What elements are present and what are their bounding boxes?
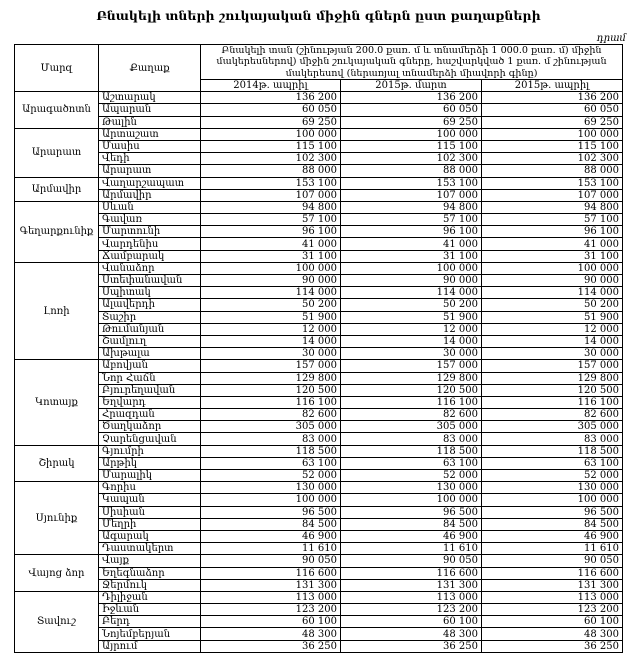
price-cell: 12 000 [341, 323, 482, 335]
price-cell: 41 000 [201, 238, 341, 250]
price-cell: 60 100 [341, 616, 482, 628]
price-cell: 130 000 [201, 482, 341, 494]
price-cell: 100 000 [201, 494, 341, 506]
table-row [15, 153, 623, 165]
city-cell: Սպիտակ [99, 287, 201, 299]
price-cell: 11 610 [482, 543, 623, 555]
city-cell: Ծաղկաձոր [99, 421, 201, 433]
marz-cell: Լոռի [15, 262, 99, 360]
city-cell: Բյուրեղավան [99, 384, 201, 396]
price-cell: 46 900 [482, 530, 623, 542]
price-cell: 88 000 [482, 165, 623, 177]
table-row [15, 165, 623, 177]
price-cell: 107 000 [482, 189, 623, 201]
city-cell: Շամլուղ [99, 335, 201, 347]
city-cell: Վեդի [99, 153, 201, 165]
table-row [15, 311, 623, 323]
price-cell: 51 900 [201, 311, 341, 323]
table-row [15, 104, 623, 116]
price-cell: 94 800 [341, 201, 482, 213]
price-cell: 69 250 [201, 116, 341, 128]
city-cell: Աշտարակ [99, 92, 201, 104]
price-cell: 131 300 [201, 579, 341, 591]
price-cell: 11 610 [201, 543, 341, 555]
price-cell: 50 200 [201, 299, 341, 311]
city-cell: Մարտունի [99, 226, 201, 238]
table-row [15, 628, 623, 640]
table-row [15, 201, 623, 213]
city-cell: Վանաձոր [99, 262, 201, 274]
marz-cell: Արագածոտն [15, 92, 99, 129]
city-cell: Գյումրի [99, 445, 201, 457]
price-cell: 82 600 [201, 409, 341, 421]
city-cell: Գորիս [99, 482, 201, 494]
city-cell: Նոր Հաճն [99, 372, 201, 384]
city-cell: Ախթալա [99, 348, 201, 360]
table-row [15, 92, 623, 104]
price-cell: 100 000 [482, 262, 623, 274]
table-body [15, 92, 623, 653]
price-cell: 136 200 [201, 92, 341, 104]
price-cell: 118 500 [482, 445, 623, 457]
price-cell: 118 500 [341, 445, 482, 457]
price-cell: 41 000 [341, 238, 482, 250]
table-row [15, 372, 623, 384]
table-row [15, 457, 623, 469]
price-cell: 123 200 [482, 604, 623, 616]
price-table [14, 44, 623, 653]
price-cell: 100 000 [201, 128, 341, 140]
header-row-1 [15, 45, 623, 80]
price-cell: 63 100 [482, 457, 623, 469]
price-cell: 82 600 [341, 409, 482, 421]
table-row [15, 384, 623, 396]
marz-cell: Արմավիր [15, 177, 99, 201]
header-price-group: Բնակելի տան (շինության 200.0 քառ. մ և տնամերձի 1 000.0 քառ. մ) միջին մակերեսներով) միջին շուկայական գները, հաշվարկված 1 քառ. մ շինության մակերեսով (ներառյալ տնամերձի միավորի գինը) [201, 45, 623, 80]
city-cell: Արթիկ [99, 457, 201, 469]
table-row [15, 616, 623, 628]
table-row [15, 604, 623, 616]
price-cell: 123 200 [341, 604, 482, 616]
price-cell: 116 600 [482, 567, 623, 579]
table-row [15, 226, 623, 238]
table-row [15, 287, 623, 299]
city-cell: Դաստակերտ [99, 543, 201, 555]
price-cell: 84 500 [341, 518, 482, 530]
price-cell: 96 100 [201, 226, 341, 238]
price-cell: 116 100 [482, 396, 623, 408]
table-title: Բնակելի տների շուկայական միջին գներն ըստ քաղաքների [96, 8, 541, 23]
price-cell: 120 500 [482, 384, 623, 396]
price-cell: 36 250 [201, 640, 341, 652]
price-cell: 102 300 [201, 153, 341, 165]
price-cell: 31 100 [201, 250, 341, 262]
price-cell: 113 000 [201, 591, 341, 603]
price-cell: 36 250 [341, 640, 482, 652]
price-cell: 129 800 [201, 372, 341, 384]
price-cell: 100 000 [341, 262, 482, 274]
price-cell: 157 000 [201, 360, 341, 372]
price-cell: 153 100 [201, 177, 341, 189]
price-cell: 100 000 [341, 494, 482, 506]
city-cell: Նոյեմբերյան [99, 628, 201, 640]
price-cell: 36 250 [482, 640, 623, 652]
city-cell: Վայք [99, 555, 201, 567]
price-cell: 153 100 [482, 177, 623, 189]
header-period-2: 2015թ. մարտ [341, 80, 482, 92]
price-cell: 118 500 [201, 445, 341, 457]
price-cell: 136 200 [482, 92, 623, 104]
price-cell: 30 000 [341, 348, 482, 360]
city-cell: Հրազդան [99, 409, 201, 421]
price-cell: 30 000 [482, 348, 623, 360]
price-cell: 12 000 [482, 323, 623, 335]
price-cell: 96 500 [482, 506, 623, 518]
city-cell: Կապան [99, 494, 201, 506]
price-cell: 84 500 [201, 518, 341, 530]
price-cell: 305 000 [341, 421, 482, 433]
price-cell: 63 100 [341, 457, 482, 469]
price-cell: 123 200 [201, 604, 341, 616]
price-cell: 90 050 [201, 555, 341, 567]
table-row [15, 189, 623, 201]
price-cell: 115 100 [482, 140, 623, 152]
city-cell: Մասիս [99, 140, 201, 152]
city-cell: Ագարակ [99, 530, 201, 542]
price-cell: 46 900 [341, 530, 482, 542]
price-cell: 114 000 [201, 287, 341, 299]
table-row [15, 482, 623, 494]
city-cell: Վարդենիս [99, 238, 201, 250]
price-cell: 107 000 [341, 189, 482, 201]
price-cell: 96 500 [201, 506, 341, 518]
price-cell: 120 500 [341, 384, 482, 396]
city-cell: Սիսիան [99, 506, 201, 518]
price-cell: 83 000 [201, 433, 341, 445]
price-cell: 14 000 [341, 335, 482, 347]
table-row [15, 116, 623, 128]
city-cell: Ապարան [99, 104, 201, 116]
city-cell: Արմավիր [99, 189, 201, 201]
price-cell: 50 200 [341, 299, 482, 311]
city-cell: Արարատ [99, 165, 201, 177]
price-cell: 51 900 [341, 311, 482, 323]
table-row [15, 494, 623, 506]
table-row [15, 579, 623, 591]
price-cell: 100 000 [201, 262, 341, 274]
table-row [15, 591, 623, 603]
marz-cell: Տավուշ [15, 591, 99, 652]
price-cell: 41 000 [482, 238, 623, 250]
price-cell: 157 000 [482, 360, 623, 372]
city-cell: Մեղրի [99, 518, 201, 530]
price-cell: 114 000 [341, 287, 482, 299]
city-cell: Ճամբարակ [99, 250, 201, 262]
price-cell: 83 000 [482, 433, 623, 445]
city-cell: Դիլիջան [99, 591, 201, 603]
price-cell: 31 100 [341, 250, 482, 262]
price-cell: 115 100 [341, 140, 482, 152]
price-cell: 116 100 [341, 396, 482, 408]
marz-cell: Արարատ [15, 128, 99, 177]
marz-cell: Սյունիք [15, 482, 99, 555]
price-cell: 90 000 [482, 275, 623, 287]
price-cell: 94 800 [201, 201, 341, 213]
price-cell: 48 300 [482, 628, 623, 640]
city-cell: Արտաշատ [99, 128, 201, 140]
price-cell: 11 610 [341, 543, 482, 555]
price-cell: 57 100 [341, 214, 482, 226]
table-row [15, 360, 623, 372]
price-cell: 14 000 [482, 335, 623, 347]
price-cell: 48 300 [201, 628, 341, 640]
table-row [15, 640, 623, 652]
price-cell: 116 100 [201, 396, 341, 408]
price-cell: 96 100 [482, 226, 623, 238]
header-city: Քաղաք [99, 45, 201, 92]
table-row [15, 335, 623, 347]
city-cell: Վաղարշապատ [99, 177, 201, 189]
price-cell: 96 100 [341, 226, 482, 238]
price-cell: 60 050 [341, 104, 482, 116]
price-cell: 52 000 [341, 470, 482, 482]
city-cell: Ջերմուկ [99, 579, 201, 591]
table-row [15, 433, 623, 445]
price-cell: 50 200 [482, 299, 623, 311]
marz-cell: Գեղարքունիք [15, 201, 99, 262]
price-cell: 153 100 [341, 177, 482, 189]
table-row [15, 396, 623, 408]
city-cell: Ալավերդի [99, 299, 201, 311]
price-cell: 305 000 [482, 421, 623, 433]
city-cell: Իջևան [99, 604, 201, 616]
table-row [15, 128, 623, 140]
table-row [15, 470, 623, 482]
marz-cell: Շիրակ [15, 445, 99, 482]
price-cell: 114 000 [482, 287, 623, 299]
price-cell: 102 300 [341, 153, 482, 165]
city-cell: Աբովյան [99, 360, 201, 372]
table-row [15, 530, 623, 542]
city-cell: Եղեգնաձոր [99, 567, 201, 579]
table-row [15, 555, 623, 567]
price-cell: 130 000 [482, 482, 623, 494]
price-cell: 46 900 [201, 530, 341, 542]
price-cell: 30 000 [201, 348, 341, 360]
price-cell: 113 000 [482, 591, 623, 603]
price-cell: 157 000 [341, 360, 482, 372]
price-cell: 129 800 [341, 372, 482, 384]
table-row [15, 445, 623, 457]
city-cell: Գավառ [99, 214, 201, 226]
table-row [15, 518, 623, 530]
price-cell: 69 250 [482, 116, 623, 128]
unit-label: դրամ [596, 33, 626, 44]
city-cell: Բերդ [99, 616, 201, 628]
price-cell: 60 100 [201, 616, 341, 628]
price-cell: 102 300 [482, 153, 623, 165]
city-cell: Եղվարդ [99, 396, 201, 408]
price-cell: 100 000 [482, 128, 623, 140]
price-cell: 63 100 [201, 457, 341, 469]
price-cell: 305 000 [201, 421, 341, 433]
price-cell: 90 050 [482, 555, 623, 567]
price-cell: 60 100 [482, 616, 623, 628]
table-row [15, 140, 623, 152]
city-cell: Ստեփանավան [99, 275, 201, 287]
price-cell: 82 600 [482, 409, 623, 421]
table-row [15, 177, 623, 189]
marz-cell: Կոտայք [15, 360, 99, 445]
price-cell: 116 600 [201, 567, 341, 579]
table-row [15, 567, 623, 579]
table-row [15, 506, 623, 518]
price-cell: 116 600 [341, 567, 482, 579]
table-row [15, 348, 623, 360]
header-marz: Մարզ [15, 45, 99, 92]
price-cell: 48 300 [341, 628, 482, 640]
price-cell: 100 000 [341, 128, 482, 140]
city-cell: Թումանյան [99, 323, 201, 335]
city-cell: Այրում [99, 640, 201, 652]
price-cell: 31 100 [482, 250, 623, 262]
table-row [15, 275, 623, 287]
price-cell: 57 100 [201, 214, 341, 226]
price-cell: 83 000 [341, 433, 482, 445]
price-cell: 69 250 [341, 116, 482, 128]
price-cell: 88 000 [341, 165, 482, 177]
table-row [15, 299, 623, 311]
header-period-3: 2015թ. ապրիլ [482, 80, 623, 92]
price-cell: 52 000 [482, 470, 623, 482]
price-cell: 60 050 [482, 104, 623, 116]
price-cell: 57 100 [482, 214, 623, 226]
table-row [15, 323, 623, 335]
price-cell: 115 100 [201, 140, 341, 152]
price-cell: 100 000 [482, 494, 623, 506]
city-cell: Մարալիկ [99, 470, 201, 482]
price-cell: 90 000 [201, 275, 341, 287]
price-cell: 130 000 [341, 482, 482, 494]
price-cell: 131 300 [341, 579, 482, 591]
header-period-1: 2014թ. ապրիլ [201, 80, 341, 92]
city-cell: Չարենցավան [99, 433, 201, 445]
price-cell: 136 200 [341, 92, 482, 104]
price-cell: 12 000 [201, 323, 341, 335]
price-cell: 60 050 [201, 104, 341, 116]
table-row [15, 214, 623, 226]
city-cell: Սևան [99, 201, 201, 213]
price-cell: 131 300 [482, 579, 623, 591]
table-row [15, 543, 623, 555]
price-cell: 96 500 [341, 506, 482, 518]
price-cell: 129 800 [482, 372, 623, 384]
price-cell: 14 000 [201, 335, 341, 347]
marz-cell: Վայոց ձոր [15, 555, 99, 592]
price-cell: 94 800 [482, 201, 623, 213]
price-cell: 51 900 [482, 311, 623, 323]
city-cell: Տաշիր [99, 311, 201, 323]
city-cell: Թալին [99, 116, 201, 128]
price-cell: 113 000 [341, 591, 482, 603]
price-cell: 90 050 [341, 555, 482, 567]
price-cell: 90 000 [341, 275, 482, 287]
table-row [15, 250, 623, 262]
table-row [15, 262, 623, 274]
price-cell: 84 500 [482, 518, 623, 530]
table-row [15, 409, 623, 421]
price-cell: 52 000 [201, 470, 341, 482]
price-cell: 107 000 [201, 189, 341, 201]
table-row [15, 421, 623, 433]
price-cell: 88 000 [201, 165, 341, 177]
price-cell: 120 500 [201, 384, 341, 396]
table-row [15, 238, 623, 250]
